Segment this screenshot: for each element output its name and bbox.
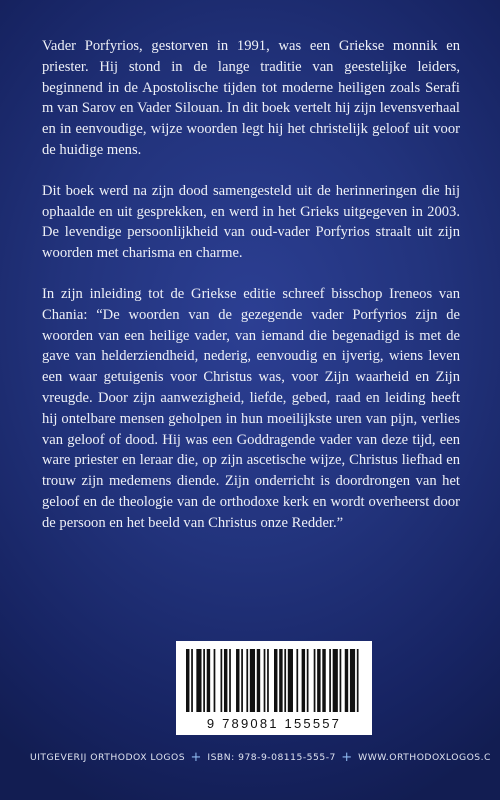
barcode-bar (264, 649, 266, 712)
isbn-barcode (176, 641, 372, 735)
barcode-bar (284, 649, 286, 712)
barcode-bar (246, 649, 248, 712)
barcode-bar (357, 649, 359, 712)
blurb-paragraph-2: Dit boek werd na zijn dood samengesteld uit de herinneringen die hij ophaalde en uit gesprekken, en werd in het Grieks uitgegeven in 2003. De levendige persoonlijkheid van oud-vader Porfyrios straalt uit zijn woorden met charisma en charme. (42, 182, 460, 262)
barcode-bar (203, 649, 205, 712)
publisher-name: UITGEVERIJ ORTHODOX LOGOS (30, 752, 186, 763)
barcode-bar (207, 649, 210, 712)
barcode-bar (196, 649, 201, 712)
barcode-bar (302, 649, 305, 712)
blurb-paragraph-3: In zijn inleiding tot de Griekse editie schreef bisschop Ireneos van Chania: “De woorden van de gezegende vader Porfyrios zijn de woorden van een heilige vader, van iemand die begenadigd is met de gave van helderziendheid, nederig, eenvoudig en ijverig, wiens leven een waar getuigenis voor Christus was, voor Zijn waarheid en Zijn vreugde. Door zijn aanwezigheid, liefde, gebed, raad en leiding heeft hij ontelbare mensen geholpen in hun moeilijkste uren van pijn, verlies van geloof of dood. Hij was een Goddragende vader van deze tijd, een ware priester en leraar die, op zijn ascetische wijze, Christus liefhad en trouw zijn medemens diende. Zijn onderricht is doordrongen van het geloof en de theologie van de orthodoxe kerk en wordt overheerst door de persoon en het beeld van Christus onze Redder.” (42, 285, 460, 531)
barcode-bar (257, 649, 260, 712)
barcode-bar (236, 649, 239, 712)
barcode-bar (279, 649, 282, 712)
barcode-bar (322, 649, 325, 712)
barcode-bar (333, 649, 338, 712)
barcode-digits: 9 789081 155557 (206, 716, 342, 731)
barcode-bar (274, 649, 277, 712)
barcode-bar (186, 649, 189, 712)
barcode-bar (317, 649, 320, 712)
blurb-paragraph-1: Vader Porfyrios, gestorven in 1991, was een Griekse monnik en priester. Hij stond in de lange traditie van geestelijke leiders, beginnend in de Apostolische tijden tot moderne heiligen zoals Serafi m van Sarov en Vader Silouan. In dit boek vertelt hij zijn levensverhaal en in eenvoudige, wijze woorden legt hij het christelijk geloof uit voor de huidige mens. (42, 38, 460, 158)
barcode-bar (214, 649, 216, 712)
back-cover-blurb (42, 36, 460, 534)
barcode-bar (221, 649, 223, 712)
barcode-bar (329, 649, 331, 712)
barcode-bar (267, 649, 269, 712)
isbn-text: ISBN: 978-9-08115-555-7 (207, 752, 336, 763)
website-text: WWW.ORTHODOXLOGOS.C (358, 752, 491, 763)
barcode-bar (224, 649, 227, 712)
plus-separator-icon: + (190, 750, 202, 765)
barcode-bar (241, 649, 243, 712)
barcode-bar (350, 649, 355, 712)
barcode-bar (307, 649, 309, 712)
barcode-bars (186, 649, 362, 712)
barcode-bar (250, 649, 255, 712)
plus-separator-icon: + (341, 750, 353, 765)
barcode-bar (191, 649, 193, 712)
barcode-bar (314, 649, 316, 712)
barcode-bar (340, 649, 342, 712)
barcode-bar (288, 649, 293, 712)
barcode-bar (345, 649, 348, 712)
publisher-footer (30, 750, 490, 765)
barcode-bar (296, 649, 298, 712)
barcode-bar (229, 649, 231, 712)
